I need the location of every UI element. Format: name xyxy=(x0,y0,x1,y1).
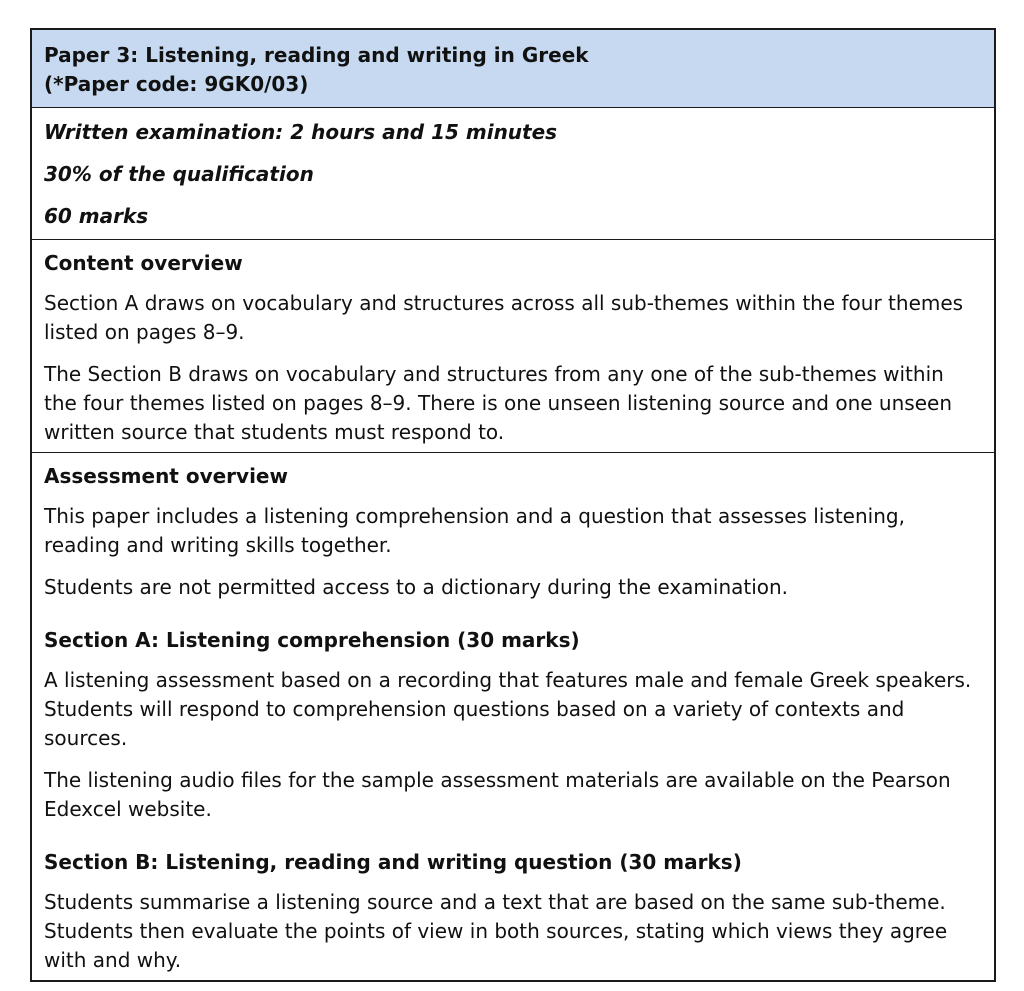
paper-title: Paper 3: Listening, reading and writing in Greek xyxy=(44,43,589,67)
exam-weighting: 30% of the qualification xyxy=(44,162,314,186)
section-a-paragraph: The listening audio files for the sample assessment materials are available on the Pearson Edexcel website. xyxy=(44,768,951,821)
paper-code: (*Paper code: 9GK0/03) xyxy=(44,72,309,96)
assessment-overview-row xyxy=(32,452,994,980)
assessment-overview-paragraph: Students are not permitted access to a dictionary during the examination. xyxy=(44,575,789,599)
paper-overview-table xyxy=(30,28,996,982)
assessment-overview-heading: Assessment overview xyxy=(44,464,288,488)
assessment-overview-paragraph: This paper includes a listening comprehension and a question that assesses listening, reading and writing skills together. xyxy=(44,504,905,557)
exam-duration: Written examination: 2 hours and 15 minutes xyxy=(44,120,558,144)
content-overview-paragraph: The Section B draws on vocabulary and structures from any one of the sub-themes within the four themes listed on pages 8–9. There is one unseen listening source and one unseen written source that students must respond to. xyxy=(44,362,952,444)
section-b-heading: Section B: Listening, reading and writing question (30 marks) xyxy=(44,850,742,874)
section-a-heading: Section A: Listening comprehension (30 marks) xyxy=(44,628,580,652)
exam-marks: 60 marks xyxy=(44,204,149,228)
exam-details-row xyxy=(32,107,994,239)
content-overview-paragraph: Section A draws on vocabulary and structures across all sub-themes within the four themes listed on pages 8–9. xyxy=(44,291,964,344)
section-b-paragraph: Students summarise a listening source and a text that are based on the same sub-theme. Students then evaluate the points of view in both sources, stating which views they agree with and why. xyxy=(44,890,948,972)
paper-header-row xyxy=(32,30,994,107)
content-overview-heading: Content overview xyxy=(44,251,243,275)
content-overview-row xyxy=(32,239,994,452)
section-a-paragraph: A listening assessment based on a recording that features male and female Greek speakers. Students will respond to comprehension questions based on a variety of contexts and sources. xyxy=(44,668,972,750)
